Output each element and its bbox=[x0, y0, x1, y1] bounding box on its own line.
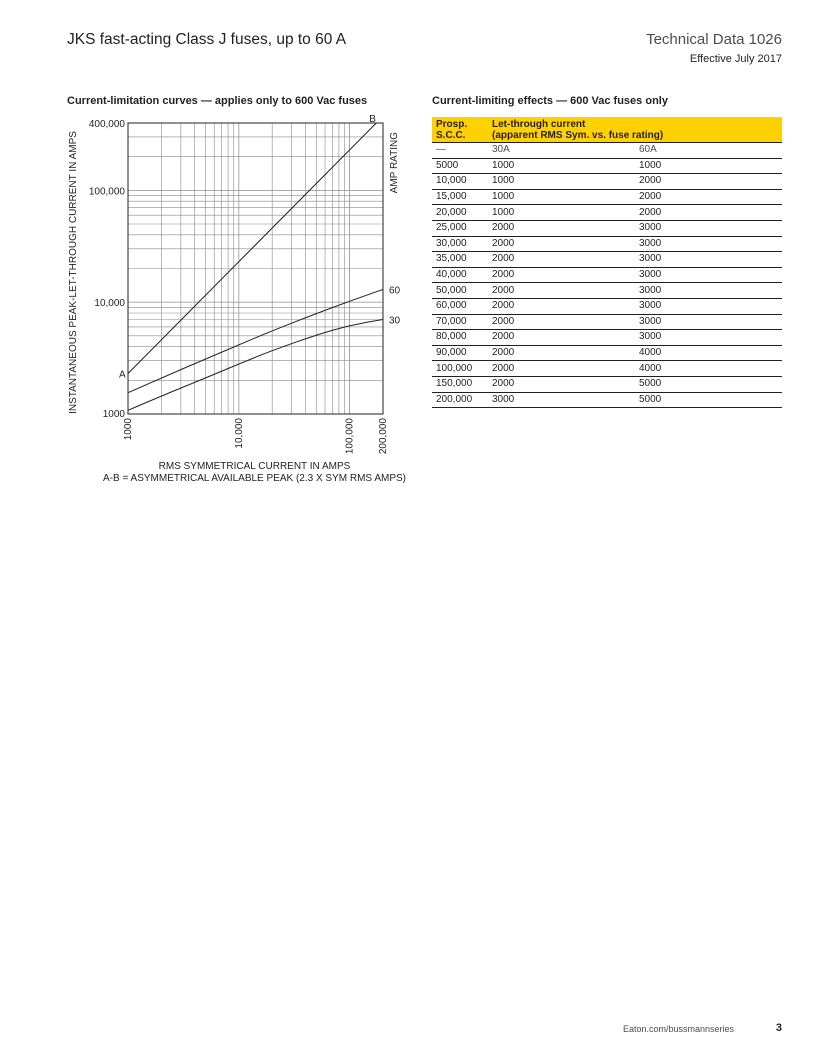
table-cell: 2000 bbox=[635, 205, 782, 221]
y-axis-title: INSTANTANEOUS PEAK-LET-THROUGH CURRENT IN AMPS bbox=[68, 131, 79, 414]
table-cell: 2000 bbox=[488, 236, 635, 252]
page-number: 3 bbox=[775, 1022, 782, 1034]
table-cell: 3000 bbox=[635, 236, 782, 252]
table-row bbox=[432, 189, 782, 205]
table-cell: 70,000 bbox=[432, 314, 488, 330]
table-cell: 90,000 bbox=[432, 345, 488, 361]
table-subheader-row bbox=[432, 143, 782, 159]
table-cell: 15,000 bbox=[432, 189, 488, 205]
table-row bbox=[432, 252, 782, 268]
table-row bbox=[432, 220, 782, 236]
x-tick-label: 100,000 bbox=[344, 418, 356, 455]
table-cell: 1000 bbox=[488, 158, 635, 174]
table-cell: 3000 bbox=[635, 283, 782, 299]
series-end-label: 30 bbox=[389, 315, 401, 327]
table-row bbox=[432, 392, 782, 408]
table-row bbox=[432, 174, 782, 190]
table-cell: 5000 bbox=[635, 392, 782, 408]
y-tick-label: 1000 bbox=[102, 409, 125, 420]
table-cell: 4000 bbox=[635, 361, 782, 377]
table-cell: 20,000 bbox=[432, 205, 488, 221]
series-end-label: B bbox=[369, 114, 376, 125]
table-cell: 3000 bbox=[635, 267, 782, 283]
table-cell: 3000 bbox=[635, 330, 782, 346]
table-section-title: Current-limiting effects — 600 Vac fuses only bbox=[432, 95, 668, 107]
table-cell: 150,000 bbox=[432, 376, 488, 392]
x-tick-label: 1000 bbox=[123, 418, 134, 441]
series-start-label: A bbox=[119, 369, 126, 381]
table-cell: 2000 bbox=[488, 345, 635, 361]
col-header-let-through: Let-through current (apparent RMS Sym. vs. fuse rating) bbox=[488, 117, 782, 143]
table-cell: 40,000 bbox=[432, 267, 488, 283]
footer-url[interactable]: Eaton.com/bussmannseries bbox=[622, 1024, 734, 1034]
table-cell: 5000 bbox=[432, 158, 488, 174]
table-cell: 3000 bbox=[635, 314, 782, 330]
chart-grid bbox=[128, 123, 383, 414]
table-cell: 2000 bbox=[488, 376, 635, 392]
let-through-table bbox=[432, 117, 782, 408]
table-row bbox=[432, 345, 782, 361]
y-tick-label: 100,000 bbox=[88, 186, 125, 198]
table-row bbox=[432, 361, 782, 377]
table-cell: 2000 bbox=[488, 314, 635, 330]
table-cell: 25,000 bbox=[432, 220, 488, 236]
y-tick-label: 10,000 bbox=[94, 298, 125, 310]
table-cell: 1000 bbox=[488, 189, 635, 205]
table-cell: 3000 bbox=[635, 252, 782, 268]
table-cell: 1000 bbox=[488, 205, 635, 221]
table-header-row bbox=[432, 117, 782, 143]
table-cell: 3000 bbox=[635, 220, 782, 236]
table-row bbox=[432, 330, 782, 346]
table-cell: 2000 bbox=[488, 252, 635, 268]
table-cell: 2000 bbox=[488, 220, 635, 236]
subheader-cell: 30A bbox=[488, 143, 635, 159]
y-tick-label: 400,000 bbox=[88, 119, 125, 130]
page-title: JKS fast-acting Class J fuses, up to 60 A bbox=[67, 31, 347, 48]
subheader-cell: 60A bbox=[635, 143, 782, 159]
chart-note: A-B = ASYMMETRICAL AVAILABLE PEAK (2.3 X SYM RMS AMPS) bbox=[103, 473, 406, 484]
col-header-prosp-scc: Prosp. S.C.C. bbox=[432, 117, 488, 143]
table-cell: 1000 bbox=[488, 174, 635, 190]
table-cell: 2000 bbox=[488, 361, 635, 377]
table-cell: 2000 bbox=[488, 298, 635, 314]
table-cell: 50,000 bbox=[432, 283, 488, 299]
chart-section-title: Current-limitation curves — applies only to 600 Vac fuses bbox=[67, 95, 368, 107]
table-cell: 35,000 bbox=[432, 252, 488, 268]
chart-labels bbox=[68, 114, 401, 454]
table-row bbox=[432, 283, 782, 299]
table-row bbox=[432, 205, 782, 221]
table-row bbox=[432, 314, 782, 330]
table-cell: 200,000 bbox=[432, 392, 488, 408]
x-tick-label: 10,000 bbox=[233, 418, 245, 449]
table-cell: 2000 bbox=[488, 330, 635, 346]
table-cell: 2000 bbox=[635, 189, 782, 205]
table-cell: 2000 bbox=[488, 267, 635, 283]
subheader-cell: — bbox=[432, 143, 488, 159]
table-row bbox=[432, 298, 782, 314]
amp-rating-label: AMP RATING bbox=[389, 132, 400, 194]
table-cell: 100,000 bbox=[432, 361, 488, 377]
table-cell: 3000 bbox=[488, 392, 635, 408]
table-cell: 2000 bbox=[488, 283, 635, 299]
series-end-label: 60 bbox=[389, 285, 401, 297]
table-cell: 10,000 bbox=[432, 174, 488, 190]
table-cell: 3000 bbox=[635, 298, 782, 314]
table-cell: 60,000 bbox=[432, 298, 488, 314]
x-axis-title: RMS SYMMETRICAL CURRENT IN AMPS bbox=[158, 461, 351, 472]
table-cell: 5000 bbox=[635, 376, 782, 392]
table-cell: 2000 bbox=[635, 174, 782, 190]
table-cell: 80,000 bbox=[432, 330, 488, 346]
x-tick-label: 200,000 bbox=[378, 418, 389, 455]
table-row bbox=[432, 158, 782, 174]
document-number: Technical Data 1026 bbox=[646, 31, 782, 48]
effective-date: Effective July 2017 bbox=[689, 53, 782, 65]
table-cell: 1000 bbox=[635, 158, 782, 174]
table-row bbox=[432, 236, 782, 252]
table-cell: 30,000 bbox=[432, 236, 488, 252]
table-row bbox=[432, 267, 782, 283]
table-row bbox=[432, 376, 782, 392]
table-cell: 4000 bbox=[635, 345, 782, 361]
